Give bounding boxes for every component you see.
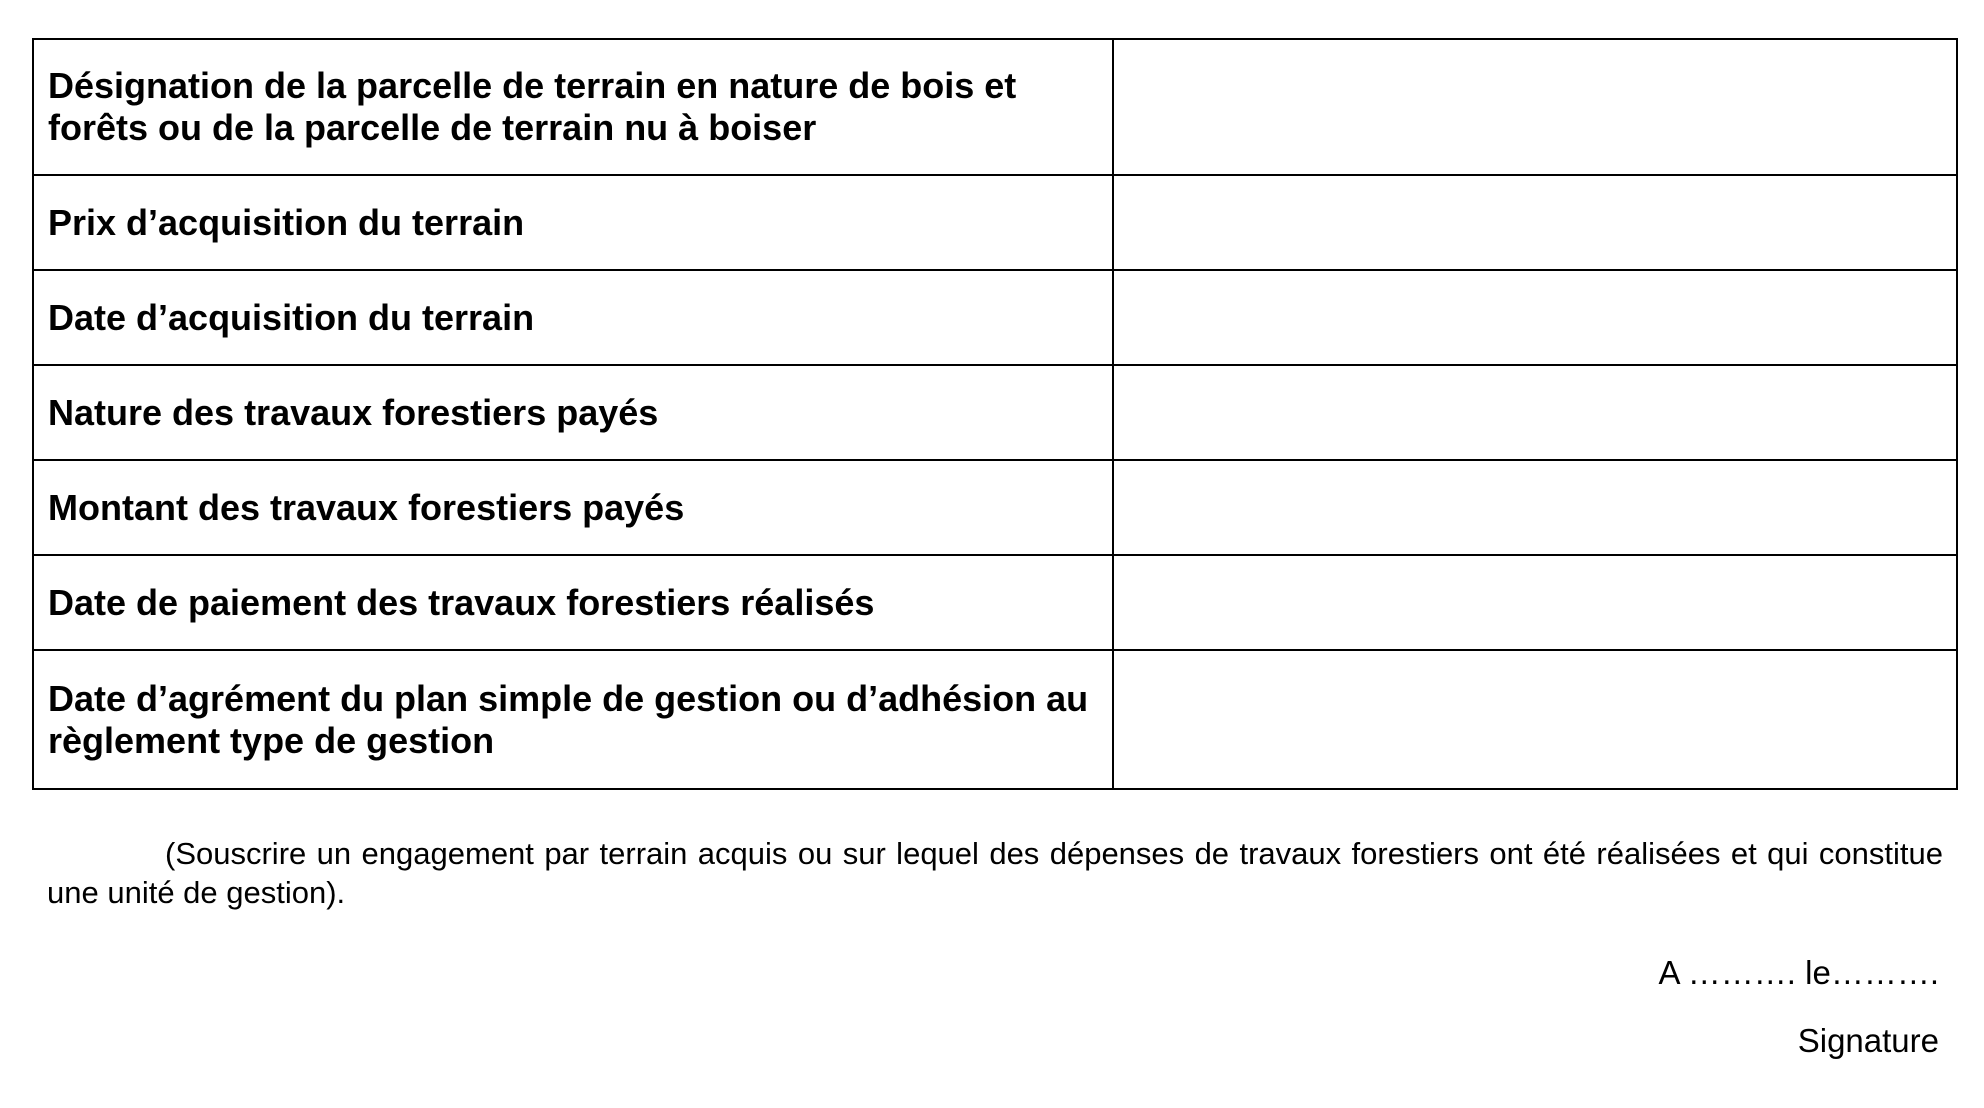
parcel-designation-field[interactable] [1113,39,1957,175]
row-label: Prix d’acquisition du terrain [33,175,1113,270]
form-row-works-nature [33,365,1957,460]
row-label: Montant des travaux forestiers payés [33,460,1113,555]
acquisition-date-field[interactable] [1113,270,1957,365]
form-row-parcel-designation [33,39,1957,175]
row-label: Nature des travaux forestiers payés [33,365,1113,460]
row-label: Date d’agrément du plan simple de gestion ou d’adhésion au règlement type de gestion [33,650,1113,789]
approval-date-field[interactable] [1113,650,1957,789]
place-date-line: A ………. le………. [1658,954,1939,991]
engagement-form-table [32,38,1958,790]
form-row-acquisition-price [33,175,1957,270]
form-row-works-amount [33,460,1957,555]
form-row-approval-date [33,650,1957,789]
works-amount-field[interactable] [1113,460,1957,555]
row-label: Date de paiement des travaux forestiers réalisés [33,555,1113,650]
payment-date-field[interactable] [1113,555,1957,650]
signature-label: Signature [1797,1022,1939,1059]
row-label: Date d’acquisition du terrain [33,270,1113,365]
instruction-note: (Souscrire un engagement par terrain acquis ou sur lequel des dépenses de travaux forestiers ont été réalisées et qui constitue une unité de gestion). [47,836,1943,910]
form-row-acquisition-date [33,270,1957,365]
row-label: Désignation de la parcelle de terrain en nature de bois et forêts ou de la parcelle de terrain nu à boiser [33,39,1113,175]
form-row-payment-date [33,555,1957,650]
works-nature-field[interactable] [1113,365,1957,460]
acquisition-price-field[interactable] [1113,175,1957,270]
